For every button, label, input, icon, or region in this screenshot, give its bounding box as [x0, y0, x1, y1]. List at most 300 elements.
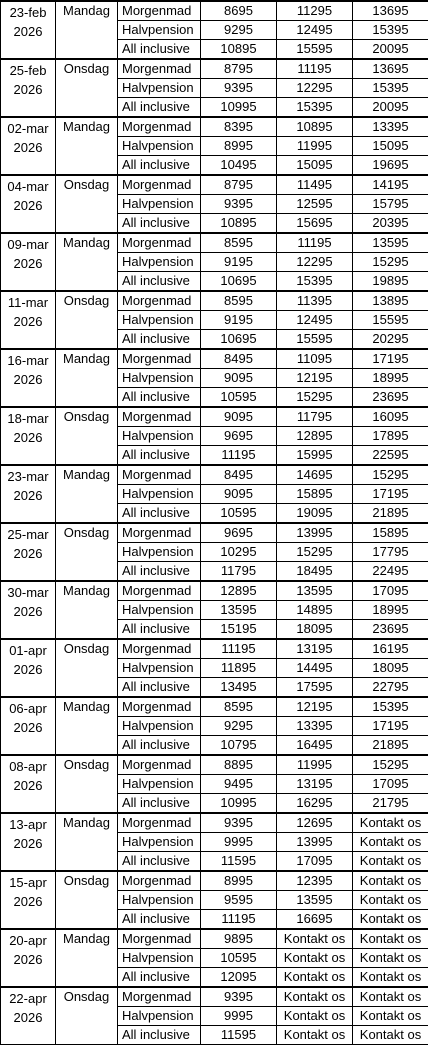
price-cell-col2: Kontakt os [277, 968, 353, 988]
departure-date: 02-mar [7, 121, 48, 136]
price-cell-col1: 10595 [201, 388, 277, 408]
price-cell-col3: 21895 [353, 504, 428, 524]
price-cell-col2: 11195 [277, 233, 353, 253]
price-cell-col3: Kontakt os [353, 949, 428, 968]
price-cell-col3: 20295 [353, 330, 428, 350]
meal-plan-cell: All inclusive [118, 40, 201, 60]
departure-date: 16-mar [7, 353, 48, 368]
price-cell-col1: 9095 [201, 407, 277, 427]
meal-plan-cell: All inclusive [118, 504, 201, 524]
meal-plan-cell: All inclusive [118, 736, 201, 756]
departure-weekday: Mandag [56, 117, 118, 175]
price-cell-col3: Kontakt os [353, 813, 428, 833]
departure-date-cell [1, 1, 56, 59]
price-cell-col2: 11795 [277, 407, 353, 427]
price-cell-col1: 10595 [201, 504, 277, 524]
price-cell-col3: 18995 [353, 369, 428, 388]
price-cell-col3: 20095 [353, 40, 428, 60]
meal-plan-cell: Halvpension [118, 427, 201, 446]
departure-year: 2026 [14, 952, 43, 967]
meal-plan-cell: All inclusive [118, 1026, 201, 1045]
departure-year: 2026 [14, 1010, 43, 1025]
price-cell-col2: 11195 [277, 59, 353, 79]
price-cell-col1: 12095 [201, 968, 277, 988]
price-cell-col3: Kontakt os [353, 1026, 428, 1045]
price-cell-col1: 10695 [201, 330, 277, 350]
meal-plan-cell: Morgenmad [118, 349, 201, 369]
price-cell-col3: 13695 [353, 59, 428, 79]
departure-weekday: Onsdag [56, 871, 118, 929]
price-cell-col2: 12195 [277, 697, 353, 717]
meal-plan-cell: All inclusive [118, 968, 201, 988]
departure-year: 2026 [14, 256, 43, 271]
price-cell-col3: 20395 [353, 214, 428, 234]
price-cell-col2: 16495 [277, 736, 353, 756]
departure-date: 09-mar [7, 237, 48, 252]
departure-date-cell [1, 465, 56, 523]
departure-year: 2026 [14, 604, 43, 619]
price-cell-col3: Kontakt os [353, 1007, 428, 1026]
price-cell-col2: 10895 [277, 117, 353, 137]
price-cell-col1: 8495 [201, 349, 277, 369]
price-cell-col3: 17095 [353, 581, 428, 601]
meal-plan-cell: All inclusive [118, 330, 201, 350]
meal-plan-cell: All inclusive [118, 852, 201, 872]
price-cell-col2: 15395 [277, 98, 353, 118]
meal-plan-cell: Halvpension [118, 601, 201, 620]
departure-date-cell [1, 639, 56, 697]
price-cell-col2: 15295 [277, 388, 353, 408]
price-cell-col3: Kontakt os [353, 891, 428, 910]
departure-weekday: Mandag [56, 233, 118, 291]
price-cell-col2: 12595 [277, 195, 353, 214]
departure-date-cell [1, 233, 56, 291]
price-cell-col1: 9095 [201, 369, 277, 388]
departure-date: 22-apr [9, 991, 47, 1006]
price-cell-col1: 9395 [201, 813, 277, 833]
departure-year: 2026 [14, 836, 43, 851]
price-cell-col2: 15595 [277, 40, 353, 60]
price-cell-col2: 13995 [277, 833, 353, 852]
meal-plan-cell: Halvpension [118, 485, 201, 504]
price-cell-col1: 8895 [201, 755, 277, 775]
table-row [1, 349, 428, 369]
meal-plan-cell: Halvpension [118, 949, 201, 968]
price-table-body [1, 1, 428, 1045]
price-cell-col1: 9095 [201, 485, 277, 504]
departure-date-cell [1, 581, 56, 639]
price-cell-col1: 8995 [201, 137, 277, 156]
price-cell-col1: 9995 [201, 833, 277, 852]
departure-date-cell [1, 929, 56, 987]
departure-date-cell [1, 697, 56, 755]
departure-date-cell [1, 523, 56, 581]
price-cell-col1: 10995 [201, 794, 277, 814]
price-cell-col3: 16095 [353, 407, 428, 427]
price-cell-col3: 16195 [353, 639, 428, 659]
price-cell-col2: 13395 [277, 717, 353, 736]
price-cell-col3: 21795 [353, 794, 428, 814]
meal-plan-cell: All inclusive [118, 620, 201, 640]
table-row [1, 465, 428, 485]
price-cell-col1: 11195 [201, 446, 277, 466]
price-cell-col3: Kontakt os [353, 968, 428, 988]
price-cell-col2: 14695 [277, 465, 353, 485]
meal-plan-cell: Halvpension [118, 79, 201, 98]
departure-year: 2026 [14, 778, 43, 793]
meal-plan-cell: All inclusive [118, 446, 201, 466]
price-cell-col2: 15895 [277, 485, 353, 504]
departure-year: 2026 [14, 720, 43, 735]
price-cell-col1: 10795 [201, 736, 277, 756]
departure-year: 2026 [14, 314, 43, 329]
price-cell-col3: Kontakt os [353, 929, 428, 949]
price-cell-col2: 14495 [277, 659, 353, 678]
departure-date: 06-apr [9, 701, 47, 716]
price-cell-col3: 15395 [353, 697, 428, 717]
departure-year: 2026 [14, 662, 43, 677]
price-cell-col3: 23695 [353, 620, 428, 640]
price-cell-col3: 14195 [353, 175, 428, 195]
price-cell-col2: Kontakt os [277, 987, 353, 1007]
table-row [1, 871, 428, 891]
price-cell-col1: 8695 [201, 1, 277, 21]
table-row [1, 1, 428, 21]
departure-date: 23-mar [7, 469, 48, 484]
price-cell-col1: 9195 [201, 253, 277, 272]
meal-plan-cell: Morgenmad [118, 929, 201, 949]
price-cell-col3: Kontakt os [353, 987, 428, 1007]
price-cell-col2: 17095 [277, 852, 353, 872]
meal-plan-cell: Morgenmad [118, 233, 201, 253]
departure-year: 2026 [14, 140, 43, 155]
departure-year: 2026 [14, 24, 43, 39]
departure-weekday: Mandag [56, 465, 118, 523]
price-cell-col2: Kontakt os [277, 929, 353, 949]
price-cell-col1: 9295 [201, 717, 277, 736]
price-cell-col1: 10695 [201, 272, 277, 292]
table-row [1, 233, 428, 253]
price-cell-col3: 15095 [353, 137, 428, 156]
price-cell-col3: Kontakt os [353, 852, 428, 872]
price-cell-col2: 11995 [277, 137, 353, 156]
table-row [1, 581, 428, 601]
price-cell-col1: 9295 [201, 21, 277, 40]
price-cell-col2: 12495 [277, 21, 353, 40]
meal-plan-cell: All inclusive [118, 678, 201, 698]
price-cell-col2: 15995 [277, 446, 353, 466]
price-cell-col1: 12895 [201, 581, 277, 601]
price-cell-col2: 15395 [277, 272, 353, 292]
price-cell-col3: 19895 [353, 272, 428, 292]
table-row [1, 929, 428, 949]
table-row [1, 59, 428, 79]
price-cell-col1: 11195 [201, 910, 277, 930]
meal-plan-cell: Morgenmad [118, 175, 201, 195]
departure-weekday: Onsdag [56, 59, 118, 117]
price-cell-col3: 22795 [353, 678, 428, 698]
price-cell-col2: 11495 [277, 175, 353, 195]
departure-year: 2026 [14, 488, 43, 503]
price-cell-col2: Kontakt os [277, 949, 353, 968]
price-cell-col1: 10495 [201, 156, 277, 176]
price-cell-col1: 8495 [201, 465, 277, 485]
meal-plan-cell: Morgenmad [118, 465, 201, 485]
meal-plan-cell: All inclusive [118, 910, 201, 930]
price-cell-col1: 8595 [201, 291, 277, 311]
price-cell-col1: 11895 [201, 659, 277, 678]
price-cell-col2: 15595 [277, 330, 353, 350]
price-cell-col1: 8395 [201, 117, 277, 137]
price-cell-col3: 15895 [353, 523, 428, 543]
departure-date: 23-feb [10, 5, 47, 20]
price-cell-col3: 15295 [353, 253, 428, 272]
meal-plan-cell: All inclusive [118, 214, 201, 234]
price-cell-col1: 9195 [201, 311, 277, 330]
price-cell-col2: 12195 [277, 369, 353, 388]
price-cell-col3: 21895 [353, 736, 428, 756]
price-cell-col1: 8795 [201, 59, 277, 79]
departure-weekday: Onsdag [56, 987, 118, 1045]
price-cell-col3: 20095 [353, 98, 428, 118]
departure-year: 2026 [14, 372, 43, 387]
departure-date: 25-feb [10, 63, 47, 78]
departure-weekday: Onsdag [56, 291, 118, 349]
price-cell-col3: 22495 [353, 562, 428, 582]
price-cell-col3: 17795 [353, 543, 428, 562]
meal-plan-cell: Halvpension [118, 1007, 201, 1026]
meal-plan-cell: All inclusive [118, 98, 201, 118]
price-cell-col3: 17895 [353, 427, 428, 446]
departure-date: 01-apr [9, 643, 47, 658]
meal-plan-cell: Halvpension [118, 891, 201, 910]
price-cell-col2: 15295 [277, 543, 353, 562]
price-cell-col2: 18495 [277, 562, 353, 582]
price-cell-col2: 12295 [277, 253, 353, 272]
price-cell-col1: 9695 [201, 427, 277, 446]
departure-weekday: Mandag [56, 697, 118, 755]
meal-plan-cell: Morgenmad [118, 407, 201, 427]
table-row [1, 755, 428, 775]
meal-plan-cell: Halvpension [118, 137, 201, 156]
price-cell-col1: 15195 [201, 620, 277, 640]
price-cell-col3: Kontakt os [353, 833, 428, 852]
price-cell-col1: 11595 [201, 852, 277, 872]
meal-plan-cell: Morgenmad [118, 523, 201, 543]
departure-date-cell [1, 987, 56, 1045]
departure-weekday: Mandag [56, 349, 118, 407]
table-row [1, 407, 428, 427]
price-cell-col2: 17595 [277, 678, 353, 698]
meal-plan-cell: Halvpension [118, 717, 201, 736]
price-cell-col3: 17095 [353, 775, 428, 794]
departure-weekday: Onsdag [56, 639, 118, 697]
price-cell-col2: 12695 [277, 813, 353, 833]
departure-weekday: Mandag [56, 581, 118, 639]
meal-plan-cell: Halvpension [118, 21, 201, 40]
meal-plan-cell: Morgenmad [118, 581, 201, 601]
price-cell-col2: 15695 [277, 214, 353, 234]
departure-date: 08-apr [9, 759, 47, 774]
meal-plan-cell: All inclusive [118, 388, 201, 408]
price-cell-col1: 9395 [201, 79, 277, 98]
departure-date: 13-apr [9, 817, 47, 832]
departure-date-cell [1, 291, 56, 349]
price-cell-col2: 12395 [277, 871, 353, 891]
meal-plan-cell: Halvpension [118, 659, 201, 678]
departure-date: 04-mar [7, 179, 48, 194]
price-cell-col3: 17195 [353, 717, 428, 736]
price-cell-col3: 13395 [353, 117, 428, 137]
price-cell-col1: 8595 [201, 233, 277, 253]
price-cell-col1: 11195 [201, 639, 277, 659]
price-cell-col1: 10895 [201, 40, 277, 60]
price-cell-col3: 15395 [353, 79, 428, 98]
table-row [1, 523, 428, 543]
price-cell-col1: 10895 [201, 214, 277, 234]
price-cell-col1: 9895 [201, 929, 277, 949]
price-cell-col3: 17195 [353, 349, 428, 369]
departure-date-cell [1, 349, 56, 407]
price-cell-col2: 11295 [277, 1, 353, 21]
departure-year: 2026 [14, 894, 43, 909]
departure-date-cell [1, 117, 56, 175]
price-cell-col3: Kontakt os [353, 871, 428, 891]
price-cell-col3: Kontakt os [353, 910, 428, 930]
meal-plan-cell: Morgenmad [118, 755, 201, 775]
price-cell-col1: 11595 [201, 1026, 277, 1045]
price-cell-col2: 19095 [277, 504, 353, 524]
table-row [1, 987, 428, 1007]
departure-weekday: Onsdag [56, 755, 118, 813]
price-cell-col2: 16695 [277, 910, 353, 930]
meal-plan-cell: Halvpension [118, 543, 201, 562]
meal-plan-cell: Morgenmad [118, 813, 201, 833]
meal-plan-cell: All inclusive [118, 156, 201, 176]
price-cell-col1: 10295 [201, 543, 277, 562]
table-row [1, 291, 428, 311]
price-cell-col3: 15595 [353, 311, 428, 330]
price-cell-col2: 11095 [277, 349, 353, 369]
table-row [1, 697, 428, 717]
price-cell-col3: 15295 [353, 465, 428, 485]
departure-date-cell [1, 59, 56, 117]
meal-plan-cell: Morgenmad [118, 1, 201, 21]
price-cell-col2: 11995 [277, 755, 353, 775]
meal-plan-cell: Halvpension [118, 369, 201, 388]
price-cell-col2: 12295 [277, 79, 353, 98]
departure-year: 2026 [14, 198, 43, 213]
meal-plan-cell: Morgenmad [118, 871, 201, 891]
departure-date-cell [1, 175, 56, 233]
table-row [1, 639, 428, 659]
price-cell-col3: 15395 [353, 21, 428, 40]
table-row [1, 117, 428, 137]
price-cell-col1: 8995 [201, 871, 277, 891]
departure-date: 18-mar [7, 411, 48, 426]
price-cell-col2: 13195 [277, 775, 353, 794]
departure-weekday: Onsdag [56, 523, 118, 581]
meal-plan-cell: All inclusive [118, 272, 201, 292]
departure-date: 15-apr [9, 875, 47, 890]
meal-plan-cell: Halvpension [118, 253, 201, 272]
price-cell-col3: 19695 [353, 156, 428, 176]
price-cell-col3: 15795 [353, 195, 428, 214]
departure-year: 2026 [14, 546, 43, 561]
price-cell-col2: 11395 [277, 291, 353, 311]
price-cell-col3: 15295 [353, 755, 428, 775]
price-cell-col2: 13595 [277, 581, 353, 601]
price-cell-col1: 9595 [201, 891, 277, 910]
price-cell-col2: 18095 [277, 620, 353, 640]
price-cell-col3: 13595 [353, 233, 428, 253]
departure-date: 11-mar [8, 295, 48, 310]
departure-date-cell [1, 755, 56, 813]
price-cell-col2: 14895 [277, 601, 353, 620]
meal-plan-cell: Morgenmad [118, 987, 201, 1007]
meal-plan-cell: Halvpension [118, 311, 201, 330]
meal-plan-cell: Halvpension [118, 833, 201, 852]
price-cell-col2: 12895 [277, 427, 353, 446]
table-row [1, 175, 428, 195]
price-cell-col1: 9695 [201, 523, 277, 543]
departure-weekday: Mandag [56, 1, 118, 59]
price-cell-col1: 11795 [201, 562, 277, 582]
departure-date-cell [1, 407, 56, 465]
price-cell-col1: 9495 [201, 775, 277, 794]
price-cell-col1: 9395 [201, 195, 277, 214]
departure-weekday: Onsdag [56, 175, 118, 233]
price-cell-col3: 13895 [353, 291, 428, 311]
price-cell-col3: 18095 [353, 659, 428, 678]
price-cell-col3: 22595 [353, 446, 428, 466]
meal-plan-cell: Morgenmad [118, 291, 201, 311]
price-cell-col2: 15095 [277, 156, 353, 176]
price-cell-col1: 9995 [201, 1007, 277, 1026]
price-cell-col2: 13595 [277, 891, 353, 910]
price-cell-col1: 10995 [201, 98, 277, 118]
price-cell-col2: 13195 [277, 639, 353, 659]
price-cell-col1: 9395 [201, 987, 277, 1007]
departure-date: 20-apr [9, 933, 47, 948]
meal-plan-cell: Morgenmad [118, 117, 201, 137]
meal-plan-cell: All inclusive [118, 794, 201, 814]
price-cell-col1: 13595 [201, 601, 277, 620]
departure-date-cell [1, 813, 56, 871]
departure-year: 2026 [14, 82, 43, 97]
price-cell-col3: 23695 [353, 388, 428, 408]
price-cell-col2: 16295 [277, 794, 353, 814]
price-cell-col2: 13995 [277, 523, 353, 543]
departure-weekday: Mandag [56, 929, 118, 987]
price-cell-col3: 17195 [353, 485, 428, 504]
meal-plan-cell: Halvpension [118, 195, 201, 214]
departure-weekday: Onsdag [56, 407, 118, 465]
departure-year: 2026 [14, 430, 43, 445]
departure-date: 25-mar [7, 527, 48, 542]
table-row [1, 813, 428, 833]
price-cell-col2: 12495 [277, 311, 353, 330]
price-cell-col3: 18995 [353, 601, 428, 620]
price-cell-col2: Kontakt os [277, 1026, 353, 1045]
price-cell-col2: Kontakt os [277, 1007, 353, 1026]
price-cell-col1: 8595 [201, 697, 277, 717]
meal-plan-cell: Halvpension [118, 775, 201, 794]
departure-date-cell [1, 871, 56, 929]
price-cell-col1: 10595 [201, 949, 277, 968]
departure-weekday: Mandag [56, 813, 118, 871]
meal-plan-cell: Morgenmad [118, 59, 201, 79]
